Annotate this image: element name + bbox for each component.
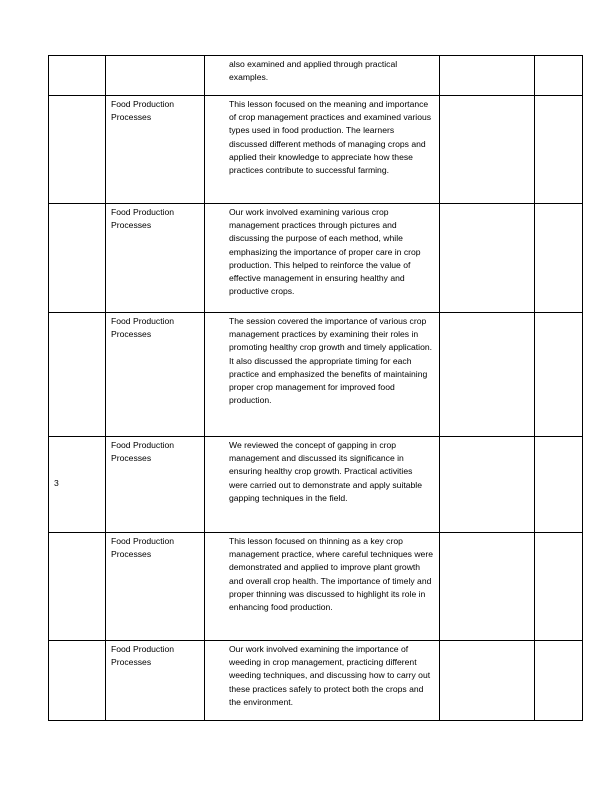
- table-row: [49, 96, 583, 204]
- description-cell: The session covered the importance of various crop management practices by examining their roles in promoting healthy crop growth and timely application. It also discussed the appropriate timing for each practice and emphasized the benefits of maintaining proper crop management for improved food production.: [205, 313, 440, 437]
- lesson-log-table: [48, 55, 583, 721]
- week-cell: [49, 641, 106, 721]
- empty-cell: [535, 437, 583, 533]
- description-cell: This lesson focused on thinning as a key crop management practice, where careful techniques were demonstrated and applied to improve plant growth and overall crop health. The importance of timely and proper thinning was discussed to highlight its role in enhancing food production.: [205, 533, 440, 641]
- week-cell: [49, 56, 106, 96]
- description-cell: Our work involved examining the importance of weeding in crop management, practicing different weeding techniques, and discussing how to carry out these practices safely to protect both the crops and the environment.: [205, 641, 440, 721]
- topic-cell: Food Production Processes: [106, 641, 205, 721]
- topic-cell: Food Production Processes: [106, 437, 205, 533]
- empty-cell: [535, 204, 583, 313]
- empty-cell: [535, 96, 583, 204]
- topic-cell: Food Production Processes: [106, 96, 205, 204]
- table-row: [49, 204, 583, 313]
- empty-cell: [535, 641, 583, 721]
- week-cell: [49, 204, 106, 313]
- week-cell: [49, 313, 106, 437]
- empty-cell: [440, 533, 535, 641]
- empty-cell: [535, 56, 583, 96]
- description-cell: This lesson focused on the meaning and importance of crop management practices and examined various types used in food production. The learners discussed different methods of managing crops and applied their knowledge to appreciate how these practices contribute to successful farming.: [205, 96, 440, 204]
- topic-cell: [106, 56, 205, 96]
- empty-cell: [440, 204, 535, 313]
- empty-cell: [440, 96, 535, 204]
- week-cell: [49, 96, 106, 204]
- topic-cell: Food Production Processes: [106, 204, 205, 313]
- empty-cell: [440, 641, 535, 721]
- topic-cell: Food Production Processes: [106, 533, 205, 641]
- empty-cell: [440, 313, 535, 437]
- week-cell: [49, 533, 106, 641]
- table-row: [49, 313, 583, 437]
- description-cell: We reviewed the concept of gapping in crop management and discussed its significance in ensuring healthy crop growth. Practical activities were carried out to demonstrate and apply suitable gapping techniques in the field.: [205, 437, 440, 533]
- table-row: [49, 56, 583, 96]
- empty-cell: [440, 437, 535, 533]
- empty-cell: [535, 313, 583, 437]
- week-cell: 3: [49, 437, 106, 533]
- description-cell: also examined and applied through practical examples.: [205, 56, 440, 96]
- table-row: [49, 641, 583, 721]
- topic-cell: Food Production Processes: [106, 313, 205, 437]
- description-cell: Our work involved examining various crop management practices through pictures and discussing the purpose of each method, while emphasizing the importance of proper care in crop production. This helped to reinforce the value of effective management in ensuring healthy and productive crops.: [205, 204, 440, 313]
- table-row: [49, 437, 583, 533]
- empty-cell: [535, 533, 583, 641]
- table-row: [49, 533, 583, 641]
- empty-cell: [440, 56, 535, 96]
